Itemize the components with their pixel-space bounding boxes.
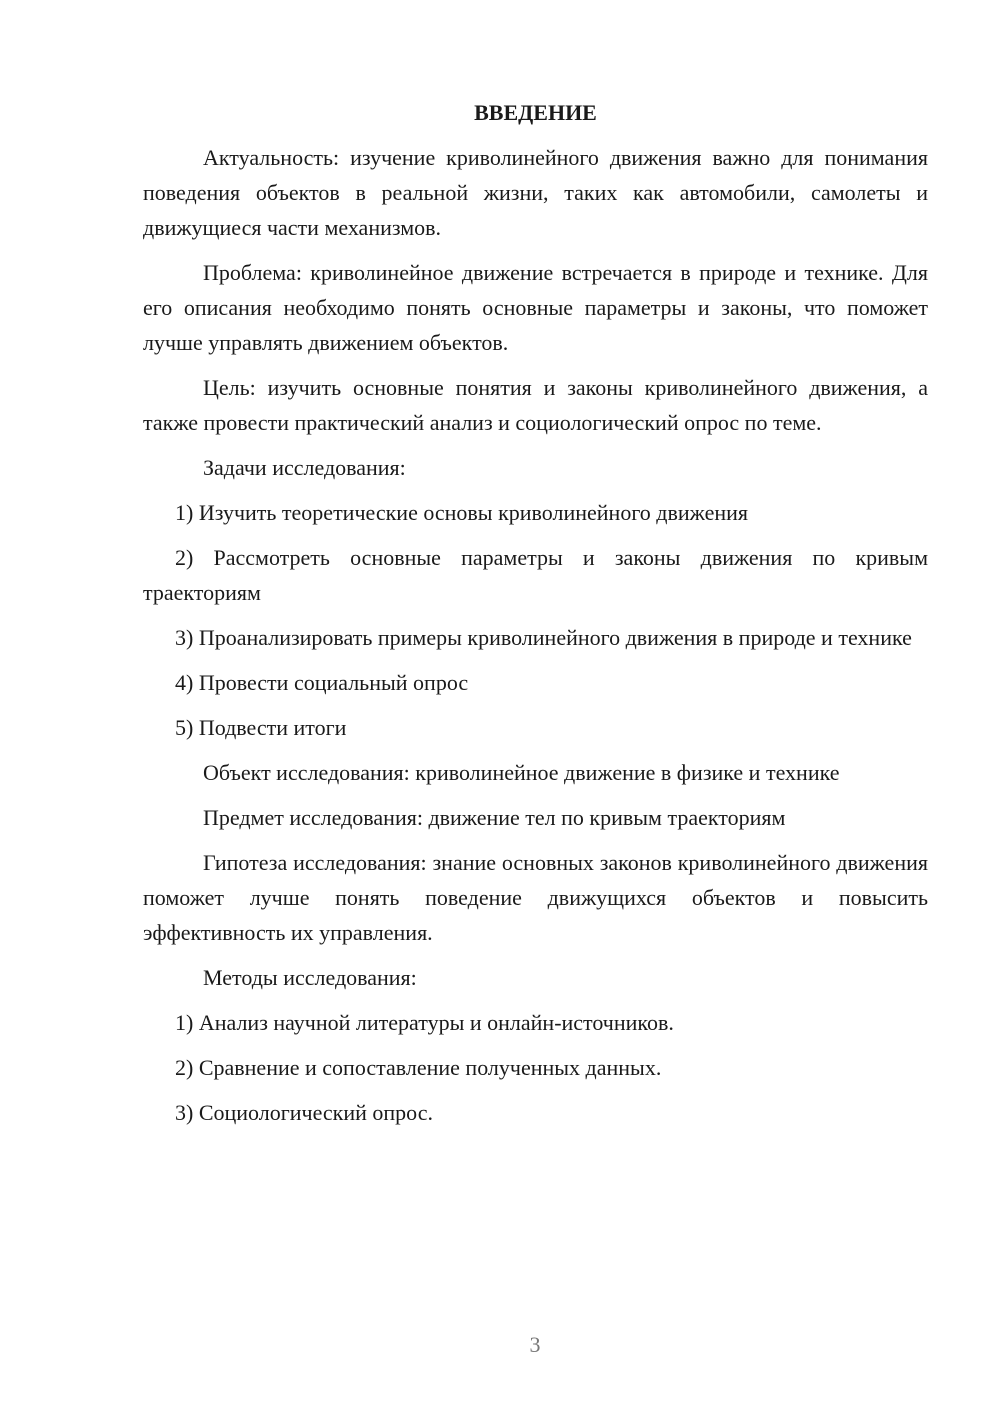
- hypothesis-paragraph: Гипотеза исследования: знание основных законов криволинейного движения поможет лучше понять поведение движущихся объектов и повысить эффективность их управления.: [143, 850, 928, 945]
- task-item-2: 2) Рассмотреть основные параметры и законы движения по кривым траекториям: [143, 545, 928, 605]
- task-item-5: 5) Подвести итоги: [175, 715, 347, 740]
- section-title: ВВЕДЕНИЕ: [474, 100, 597, 125]
- relevance-paragraph: Актуальность: изучение криволинейного движения важно для понимания поведения объектов в реальной жизни, таких как автомобили, самолеты и движущиеся части механизмов.: [143, 145, 928, 240]
- method-item-3: 3) Социологический опрос.: [175, 1100, 433, 1125]
- problem-paragraph: Проблема: криволинейное движение встречается в природе и технике. Для его описания необходимо понять основные параметры и законы, что поможет лучше управлять движением объектов.: [143, 260, 928, 355]
- task-item-1: 1) Изучить теоретические основы криволинейного движения: [175, 500, 748, 525]
- goal-paragraph: Цель: изучить основные понятия и законы криволинейного движения, а также провести практический анализ и социологический опрос по теме.: [143, 375, 928, 435]
- method-item-2: 2) Сравнение и сопоставление полученных данных.: [175, 1055, 662, 1080]
- method-item-1: 1) Анализ научной литературы и онлайн-источников.: [175, 1010, 674, 1035]
- subject-paragraph: Предмет исследования: движение тел по кривым траекториям: [203, 805, 786, 830]
- page-number: 3: [529, 1332, 541, 1357]
- document-page: [143, 95, 928, 1140]
- task-item-4: 4) Провести социальный опрос: [175, 670, 469, 695]
- task-item-3: 3) Проанализировать примеры криволинейного движения в природе и технике: [175, 625, 912, 650]
- object-paragraph: Объект исследования: криволинейное движение в физике и технике: [203, 760, 840, 785]
- methods-heading: Методы исследования:: [203, 965, 417, 990]
- tasks-heading: Задачи исследования:: [203, 455, 406, 480]
